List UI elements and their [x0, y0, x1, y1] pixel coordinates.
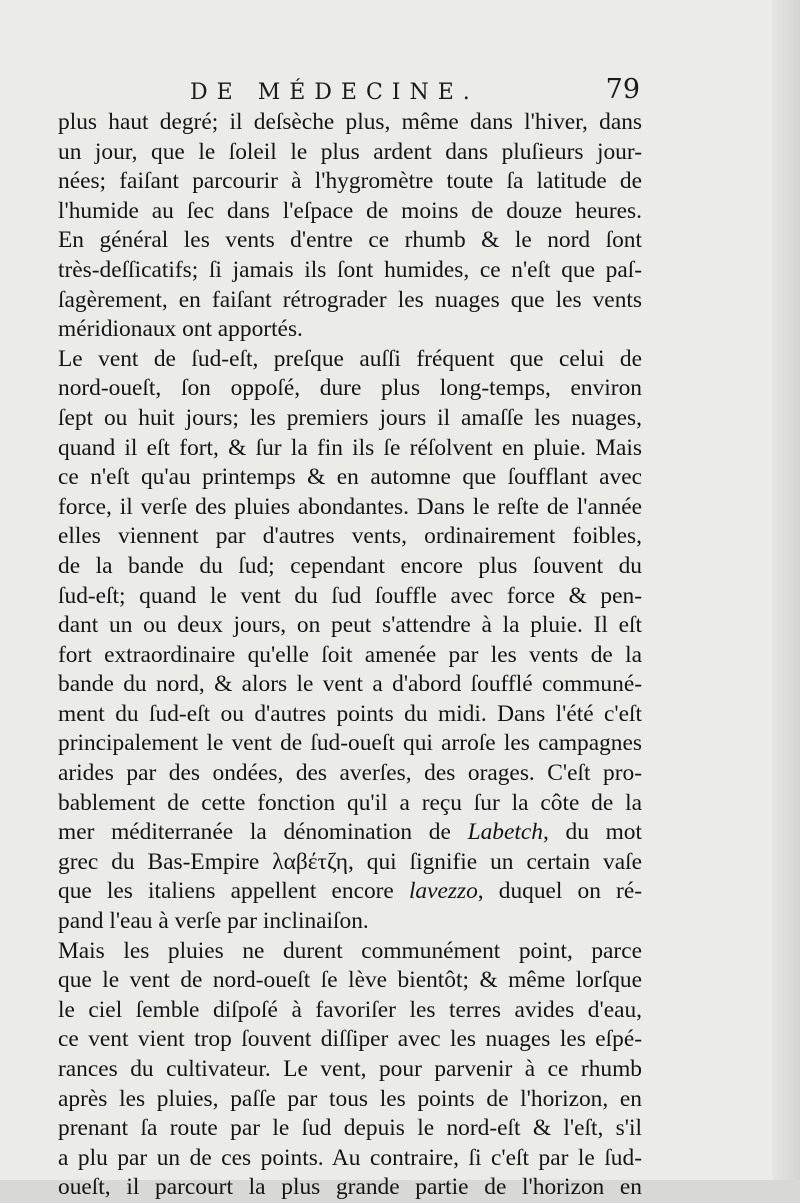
text-line: quand il eſt fort, & ſur la fin ils ſe réſolvent en pluie. Mais [58, 434, 642, 461]
text-line: ce n'eſt qu'au printemps & en automne que ſoufflant avec [58, 464, 642, 491]
page-header [190, 74, 640, 110]
text-line: grec du Bas-Empire λαβέτζη, qui ſignifie un certain vaſe [58, 848, 642, 875]
text-line: nées; faiſant parcourir à l'hygromètre toute ſa latitude de [58, 168, 642, 195]
text-line: le ciel ſemble diſpoſé à favoriſer les terres avides d'eau, [58, 996, 642, 1023]
text-line: bande du nord, & alors le vent a d'abord ſoufflé communé- [58, 671, 642, 698]
page-number: 79 [605, 74, 640, 105]
text-line: prenant ſa route par le ſud depuis le nord-eſt & l'eſt, s'il [58, 1115, 642, 1142]
paragraph-2 [58, 345, 642, 937]
text-line: un jour, que le ſoleil le plus ardent dans pluſieurs jour- [58, 138, 642, 165]
text-line: En général les vents d'entre ce rhumb & le nord ſont [58, 227, 642, 254]
text-line: principalement le vent de ſud-oueſt qui arroſe les campagnes [58, 730, 642, 757]
text-line: après les pluies, paſſe par tous les points de l'horizon, en [58, 1085, 642, 1112]
body-text [58, 108, 642, 1203]
italic-term: Labetch [467, 819, 543, 846]
paragraph-1 [58, 108, 642, 345]
text-line: fort extraordinaire qu'elle ſoit amenée par les vents de la [58, 641, 642, 668]
text-line: l'humide au ſec dans l'eſpace de moins de douze heures. [58, 197, 642, 224]
text-line: ment du ſud-eſt ou d'autres points du midi. Dans l'été c'eſt [58, 700, 642, 727]
text-line: ſept ou huit jours; les premiers jours il amaſſe les nuages, [58, 404, 642, 431]
text-line: elles viennent par d'autres vents, ordinairement foibles, [58, 523, 642, 550]
page-edge [772, 0, 800, 1180]
text-line: dant un ou deux jours, on peut s'attendre à la pluie. Il eſt [58, 612, 642, 639]
italic-term: lavezzo [408, 878, 478, 905]
text-line: Le vent de ſud-eſt, preſque auſſi fréquent que celui de [58, 345, 642, 372]
text-line: ſud-eſt; quand le vent du ſud ſouffle avec force & pen- [58, 582, 642, 609]
running-head: DE MÉDECINE. [190, 80, 479, 105]
text-line: rances du cultivateur. Le vent, pour parvenir à ce rhumb [58, 1056, 642, 1082]
text-line: mer méditerranée la dénomination de Labetch, du mot [58, 819, 642, 846]
text-line: méridionaux ont apportés. [58, 316, 303, 343]
text-line: ſagèrement, en faiſant rétrograder les nuages que les vents [58, 286, 642, 313]
text-line: a plu par un de ces points. Au contraire, ſi c'eſt par le ſud- [58, 1144, 642, 1171]
text-line: de la bande du ſud; cependant encore plus ſouvent du [58, 552, 642, 579]
text-line: Mais les pluies ne durent communément point, parce [58, 937, 642, 964]
paragraph-3 [58, 937, 642, 1203]
text-line: bablement de cette fonction qu'il a reçu ſur la côte de la [58, 789, 642, 816]
text-line: plus haut degré; il deſsèche plus, même dans l'hiver, dans [58, 109, 642, 135]
text-line: nord-oueſt, ſon oppoſé, dure plus long-temps, environ [58, 375, 642, 402]
text-line: oueſt, il parcourt la plus grande partie de l'horizon en [58, 1174, 642, 1201]
text-line: très-deſſicatifs; ſi jamais ils ſont humides, ce n'eſt que paſ- [58, 256, 642, 283]
text-line: arides par des ondées, des averſes, des orages. C'eſt pro- [58, 760, 642, 787]
text-line: force, il verſe des pluies abondantes. Dans le reſte de l'année [58, 493, 642, 520]
text-line: pand l'eau à verſe par inclinaiſon. [58, 908, 369, 935]
text-line: que les italiens appellent encore lavezzo, duquel on ré- [58, 878, 642, 905]
text-line: ce vent vient trop ſouvent diſſiper avec les nuages les eſpé- [58, 1026, 642, 1053]
text-line: que le vent de nord-oueſt ſe lève bientôt; & même lorſque [58, 967, 642, 994]
